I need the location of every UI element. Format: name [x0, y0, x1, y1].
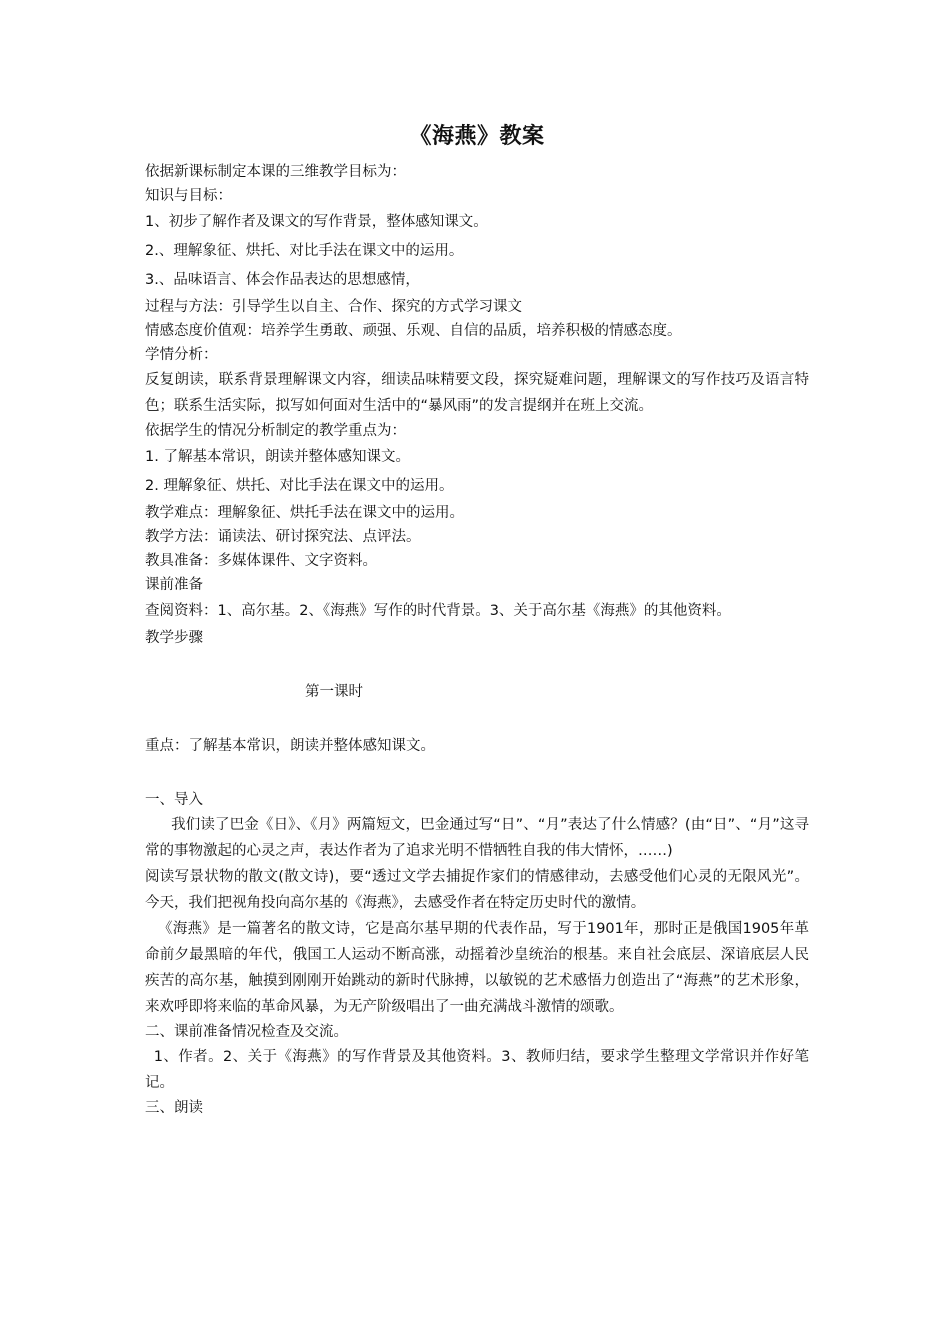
section-heading: 第一课时 — [305, 684, 363, 700]
text-line: 2.、理解象征、烘托、对比手法在课文中的运用。 — [145, 243, 464, 259]
text-line: 二、课前准备情况检查及交流。 — [145, 1024, 348, 1040]
text-line: 学情分析： — [145, 347, 218, 363]
text-line: 1、初步了解作者及课文的写作背景，整体感知课文。 — [145, 214, 488, 230]
text-line: 2. 理解象征、烘托、对比手法在课文中的运用。 — [145, 478, 454, 494]
paragraph: 《海燕》是一篇著名的散文诗，它是高尔基早期的代表作品，写于1901年，那时正是俄国1905年革命前夕最黑暗的年代，俄国工人运动不断高涨，动摇着沙皇统治的根基。来自社会底层、深谙底层人民疾苦的高尔基，触摸到刚刚开始跳动的新时代脉搏，以敏锐的艺术感悟力创造出了“海燕”的艺术形象，来欢呼即将来临的革命风暴，为无产阶级唱出了一曲充满战斗激情的颂歌。 — [145, 921, 809, 1015]
text-line: 知识与目标： — [145, 188, 232, 204]
text-line: 一、导入 — [145, 792, 203, 808]
text-line: 教学步骤 — [145, 630, 203, 646]
spacer — [145, 650, 809, 680]
paragraph: 1、作者。2、关于《海燕》的写作背景及其他资料。3、教师归结，要求学生整理文学常识并作好笔记。 — [145, 1049, 809, 1091]
text-line: 过程与方法：引导学生以自主、合作、探究的方式学习课文 — [145, 299, 522, 315]
paragraph: 反复朗读，联系背景理解课文内容，细读品味精要文段，探究疑难问题，理解课文的写作技巧及语言特色；联系生活实际，拟写如何面对生活中的“暴风雨”的发言提纲并在班上交流。 — [145, 372, 809, 414]
text-line: 依据新课标制定本课的三维教学目标为： — [145, 164, 406, 180]
text-line: 课前准备 — [145, 577, 203, 593]
document-title: 《海燕》教案 — [409, 124, 545, 149]
text-line: 1. 了解基本常识，朗读并整体感知课文。 — [145, 449, 410, 465]
text-line: 教具准备：多媒体课件、文字资料。 — [145, 553, 377, 569]
text-line: 教学方法：诵读法、研讨探究法、点评法。 — [145, 529, 421, 545]
spacer — [145, 758, 809, 788]
text-line: 重点：了解基本常识，朗读并整体感知课文。 — [145, 738, 435, 754]
document-body — [145, 118, 809, 1120]
text-line: 三、朗读 — [145, 1100, 203, 1116]
text-line: 依据学生的情况分析制定的教学重点为： — [145, 423, 406, 439]
text-line: 情感态度价值观：培养学生勇敢、顽强、乐观、自信的品质，培养积极的情感态度。 — [145, 323, 682, 339]
text-line: 教学难点：理解象征、烘托手法在课文中的运用。 — [145, 505, 464, 521]
paragraph: 我们读了巴金《日》、《月》两篇短文，巴金通过写“日”、“月”表达了什么情感？(由“日”、“月”这寻常的事物激起的心灵之声，表达作者为了追求光明不惜牺牲自我的伟大情怀，……) — [145, 817, 809, 859]
paragraph: 阅读写景状物的散文(散文诗)，要“透过文学去捕捉作家们的情感律动，去感受他们心灵的无限风光”。今天，我们把视角投向高尔基的《海燕》，去感受作者在特定历史时代的激情。 — [145, 869, 809, 911]
text-line: 3.、品味语言、体会作品表达的思想感情， — [145, 272, 420, 288]
text-line: 查阅资料：1、高尔基。2、《海燕》写作的时代背景。3、关于高尔基《海燕》的其他资料。 — [145, 603, 731, 619]
spacer — [145, 704, 809, 734]
